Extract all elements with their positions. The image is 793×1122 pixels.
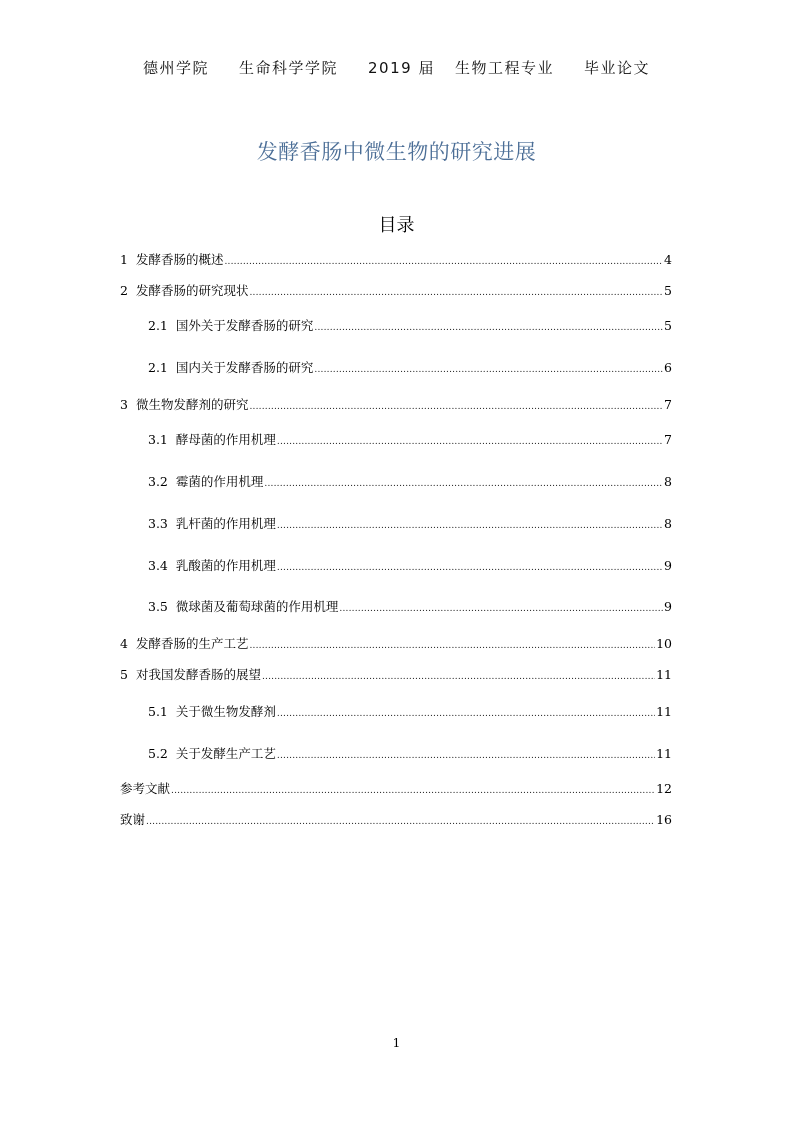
toc-entry-page: 7 [664, 397, 672, 412]
toc-entry-page: 11 [656, 667, 672, 682]
toc-entry[interactable] [120, 666, 672, 684]
toc-entry-page: 7 [664, 432, 672, 447]
toc-entry[interactable] [120, 811, 672, 829]
toc-entry-title: 微球菌及葡萄球菌的作用机理 [175, 599, 339, 614]
toc-entry-title: 霉菌的作用机理 [175, 474, 264, 489]
toc-dot-leader [224, 255, 663, 269]
toc-entry-page: 12 [656, 781, 672, 796]
toc-entry[interactable] [148, 745, 672, 763]
toc-entry-title: 对我国发酵香肠的展望 [135, 667, 261, 682]
header-school: 德州学院 [142, 59, 209, 77]
toc-entry-page: 5 [664, 283, 672, 298]
toc-entry-page: 9 [664, 599, 672, 614]
toc-dot-leader [249, 400, 663, 414]
toc-entry-title: 酵母菌的作用机理 [175, 432, 276, 447]
header-thesis: 毕业论文 [583, 59, 650, 77]
toc-dot-leader [277, 749, 655, 763]
toc-entry-title: 关于发酵生产工艺 [175, 746, 276, 761]
toc-entry-title: 参考文献 [120, 781, 171, 796]
toc-entry[interactable] [120, 635, 672, 653]
toc-dot-leader [314, 363, 663, 377]
toc-entry-page: 8 [664, 516, 672, 531]
toc-entry-title: 致谢 [120, 812, 146, 827]
toc-entry-number: 3.4 [148, 558, 168, 573]
toc-entry-number: 2 [120, 283, 128, 298]
toc-entry-title: 发酵香肠的生产工艺 [135, 636, 249, 651]
toc-entry-number: 3.3 [148, 516, 168, 531]
toc-dot-leader [171, 784, 655, 798]
toc-entry-number: 5 [120, 667, 128, 682]
toc-dot-leader [249, 286, 663, 300]
toc-entry-number: 4 [120, 636, 128, 651]
toc-entry[interactable] [148, 598, 672, 616]
header-year: 2019 届 [368, 59, 435, 77]
toc-entry-page: 11 [656, 746, 672, 761]
toc-entry[interactable] [148, 317, 672, 335]
toc-entry[interactable] [148, 473, 672, 491]
toc-entry[interactable] [148, 515, 672, 533]
page-number: 1 [392, 1036, 401, 1050]
toc-dot-leader [264, 477, 663, 491]
toc-entry-title: 国内关于发酵香肠的研究 [175, 360, 314, 375]
toc-entry[interactable] [148, 431, 672, 449]
toc-entry-title: 国外关于发酵香肠的研究 [175, 318, 314, 333]
toc-entry[interactable] [120, 396, 672, 414]
toc-entry-title: 乳酸菌的作用机理 [175, 558, 276, 573]
running-header [0, 57, 793, 78]
toc-dot-leader [277, 561, 663, 575]
toc-entry-title: 微生物发酵剂的研究 [135, 397, 249, 412]
toc-entry-number: 2.1 [148, 360, 168, 375]
toc-entry-title: 发酵香肠的研究现状 [135, 283, 249, 298]
toc-entry-page: 10 [656, 636, 672, 651]
toc-dot-leader [277, 707, 655, 721]
toc-entry-page: 9 [664, 558, 672, 573]
toc-dot-leader [339, 602, 663, 616]
toc-heading: 目录 [378, 215, 415, 236]
toc-entry[interactable] [148, 557, 672, 575]
toc-entry[interactable] [148, 703, 672, 721]
toc-entry[interactable] [120, 282, 672, 300]
toc-entry[interactable] [148, 359, 672, 377]
toc-entry-page: 4 [664, 252, 672, 267]
toc-dot-leader [262, 670, 655, 684]
toc-entry-number: 5.2 [148, 746, 168, 761]
toc-entry-number: 5.1 [148, 704, 168, 719]
toc-entry-number: 2.1 [148, 318, 168, 333]
toc-dot-leader [277, 435, 663, 449]
toc-entry-page: 11 [656, 704, 672, 719]
toc-entry-page: 8 [664, 474, 672, 489]
toc-entry-page: 5 [664, 318, 672, 333]
toc-entry-number: 3.1 [148, 432, 168, 447]
toc-entry-number: 3 [120, 397, 128, 412]
toc-entry-number: 1 [120, 252, 128, 267]
toc-entry-number: 3.5 [148, 599, 168, 614]
document-title: 发酵香肠中微生物的研究进展 [256, 140, 537, 164]
toc-entry[interactable] [120, 780, 672, 798]
toc-entry-title: 发酵香肠的概述 [135, 252, 224, 267]
toc-dot-leader [314, 321, 663, 335]
toc-entry-title: 乳杆菌的作用机理 [175, 516, 276, 531]
toc-entry-page: 6 [664, 360, 672, 375]
header-college: 生命科学学院 [239, 59, 339, 77]
toc-dot-leader [277, 519, 663, 533]
toc-entry-number: 3.2 [148, 474, 168, 489]
toc-entry-page: 16 [656, 812, 672, 827]
toc-entry-title: 关于微生物发酵剂 [175, 704, 276, 719]
toc-dot-leader [146, 815, 655, 829]
toc-dot-leader [249, 639, 655, 653]
header-major: 生物工程专业 [454, 59, 554, 77]
toc-entry[interactable] [120, 251, 672, 269]
